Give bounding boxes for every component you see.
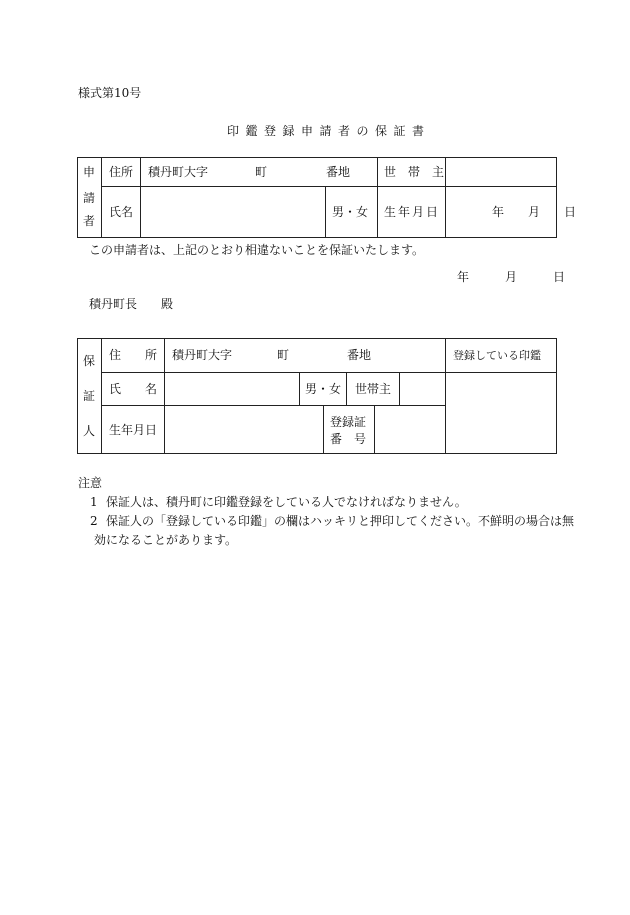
note-1-number: 1 bbox=[90, 495, 98, 509]
guarantor-side-char-1: 保 bbox=[83, 354, 96, 368]
guarantor-town-suffix: 町 bbox=[277, 348, 290, 362]
guarantor-cert-label-line1: 登録証 bbox=[330, 415, 367, 429]
page-title: 印鑑登録申請者の保証書 bbox=[227, 124, 431, 138]
guarantor-address-label: 住 所 bbox=[109, 348, 158, 362]
note-2-number: 2 bbox=[90, 514, 98, 528]
applicant-address-prefix: 積丹町大字 bbox=[148, 165, 209, 179]
guarantor-side-char-2: 証 bbox=[83, 389, 96, 403]
applicant-name-label: 氏名 bbox=[109, 205, 134, 219]
applicant-side-char-3: 者 bbox=[83, 214, 96, 228]
guarantor-seal-label: 登録している印鑑 bbox=[453, 349, 541, 362]
guarantor-cert-label-line2: 番 号 bbox=[330, 432, 367, 446]
guarantor-side-char-3: 人 bbox=[83, 424, 96, 438]
applicant-birth-label: 生年月日 bbox=[384, 205, 441, 219]
guarantor-banchi-suffix: 番地 bbox=[347, 348, 372, 362]
applicant-birth-value: 年 月 日 bbox=[492, 205, 577, 219]
guarantee-statement: この申請者は、上記のとおり相違ないことを保証いたします。 bbox=[89, 243, 425, 257]
guarantor-address-prefix: 積丹町大字 bbox=[172, 348, 233, 362]
guarantor-household-label: 世帯主 bbox=[355, 382, 392, 396]
addressee: 積丹町長 殿 bbox=[89, 297, 174, 311]
applicant-sex-choice: 男・女 bbox=[332, 205, 369, 219]
applicant-town-suffix: 町 bbox=[255, 165, 268, 179]
applicant-side-char-2: 請 bbox=[83, 191, 96, 205]
applicant-side-char-1: 申 bbox=[83, 165, 96, 179]
note-2-continuation: 効になることがあります。 bbox=[94, 533, 238, 547]
note-1-text: 保証人は、積丹町に印鑑登録をしている人でなければなりません。 bbox=[106, 495, 467, 509]
form-number: 様式第10号 bbox=[78, 86, 142, 100]
applicant-address-label: 住所 bbox=[109, 165, 134, 179]
notes-heading: 注意 bbox=[78, 476, 103, 490]
applicant-household-label: 世 帯 主 bbox=[384, 165, 445, 179]
note-2-text: 保証人の「登録している印鑑」の欄はハッキリと押印してください。不鮮明の場合は無 bbox=[106, 514, 575, 528]
guarantor-sex-choice: 男・女 bbox=[305, 382, 342, 396]
guarantor-name-label: 氏 名 bbox=[109, 382, 158, 396]
date-line: 年 月 日 bbox=[457, 270, 566, 284]
guarantor-birth-label: 生年月日 bbox=[109, 423, 158, 437]
applicant-banchi-suffix: 番地 bbox=[326, 165, 351, 179]
